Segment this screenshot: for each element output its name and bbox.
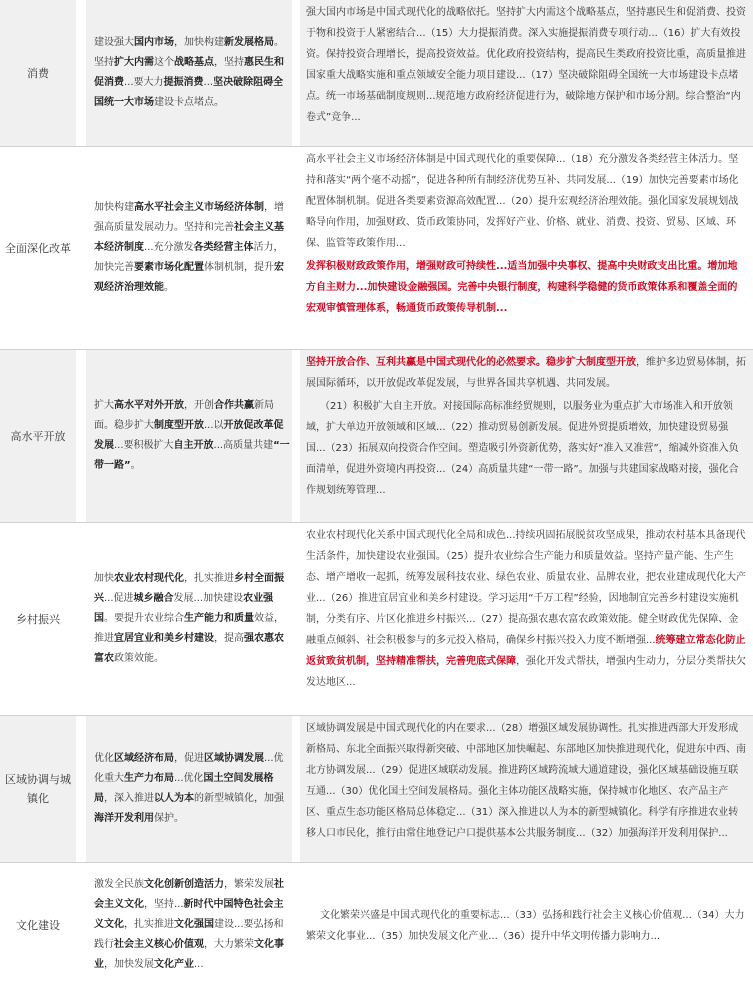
table-row [0, 523, 753, 715]
table-row [0, 350, 753, 522]
category-cell: 高水平开放 [0, 350, 76, 522]
detail-cell: 文化繁荣兴盛是中国式现代化的重要标志...（33）弘扬和践行社会主义核心价值观...（34）大力繁荣文化事业...（35）加快发展文化产业...（36）提升中华文明传播力影响力... [300, 863, 753, 987]
category-cell: 消费 [0, 0, 76, 146]
category-cell: 乡村振兴 [0, 523, 76, 715]
summary-cell: 激发全民族文化创新创造活力，繁荣发展社会主义文化，坚持...新时代中国特色社会主义文化，扎实推进文化强国建设...要弘扬和践行社会主义核心价值观，大力繁荣文化事业，加快发展文化产业... [86, 863, 292, 987]
table-row [0, 863, 753, 987]
summary-cell: 优化区域经济布局，促进区域协调发展...优化重大生产力布局...优化国土空间发展格局，深入推进以人为本的新型城镇化，加强海洋开发利用保护。 [86, 716, 292, 862]
table-row [0, 147, 753, 349]
summary-cell: 加快构建高水平社会主义市场经济体制，增强高质量发展动力。坚持和完善社会主义基本经济制度...充分激发各类经营主体活力，加快完善要素市场化配置体制机制，提升宏观经济治理效能。 [86, 147, 292, 349]
detail-cell: 区域协调发展是中国式现代化的内在要求...（28）增强区域发展协调性。扎实推进西部大开发形成新格局、东北全面振兴取得新突破、中部地区加快崛起、东部地区加快推进现代化，促进东中西、南北方协调发展...（29）促进区域联动发展。推进跨区域跨流域大通道建设，强化区域基础设施互联互通...（30）优化国土空间发展格局。强化主体功能区战略实施，保持城市化地区、农产品主产区、重点生态功能区格局总体稳定...（31）深入推进以人为本的新型城镇化。科学有序推进农业转移人口市民化，推行由常住地登记户口提供基本公共服务制度...（32）加强海洋开发利用保护... [300, 716, 753, 862]
category-cell: 区域协调与城镇化 [0, 716, 76, 862]
category-cell: 文化建设 [0, 863, 76, 987]
table-row [0, 716, 753, 862]
summary-cell: 建设强大国内市场，加快构建新发展格局。坚持扩大内需这个战略基点，坚持惠民生和促消费...要大力提振消费...坚决破除阻碍全国统一大市场建设卡点堵点。 [86, 0, 292, 146]
detail-cell: 农业农村现代化关系中国式现代化全局和成色...持续巩固拓展脱贫攻坚成果，推动农村基本具备现代生活条件，加快建设农业强国。（25）提升农业综合生产能力和质量效益。坚持产量产能、生产生态、增产增收一起抓，统筹发展科技农业、绿色农业、质量农业、品牌农业，把农业建成现代化大产业...（26）推进宜居宜业和美乡村建设。学习运用“千万工程”经验，因地制宜完善乡村建设实施机制，分类有序、片区化推进乡村振兴...（27）提高强农惠农富农政策效能。健全财政优先保障、金融重点倾斜、社会积极参与的多元投入格局，确保乡村振兴投入力度不断增强...统筹建立常态化防止返贫致贫机制，坚持精准帮扶，完善兜底式保障，强化开发式帮扶，增强内生动力，分层分类帮扶欠发达地区... [300, 523, 753, 715]
category-cell: 全面深化改革 [0, 147, 76, 349]
summary-cell: 加快农业农村现代化，扎实推进乡村全面振兴...促进城乡融合发展...加快建设农业强国。要提升农业综合生产能力和质量效益，推进宜居宜业和美乡村建设，提高强农惠农富农政策效能。 [86, 523, 292, 715]
summary-cell: 扩大高水平对外开放，开创合作共赢新局面。稳步扩大制度型开放...以开放促改革促发展...要积极扩大自主开放...高质量共建“一带一路”。 [86, 350, 292, 522]
table-row [0, 0, 753, 146]
detail-cell: 高水平社会主义市场经济体制是中国式现代化的重要保障...（18）充分激发各类经营主体活力。坚持和落实“两个毫不动摇”，促进各种所有制经济优势互补、共同发展...（19）加快完善要素市场化配置体制机制。促进各类要素资源高效配置...（20）提升宏观经济治理效能。强化国家发展规划战略导向作用，加强财政、货币政策协同，发挥好产业、价格、就业、消费、投资、贸易、区域、环保、监管等政策作用... 发挥积极财政政策作用，增强财政可持续性...适当加强中央事权、提高中央财政支出比重。增加地方自主财力...加快建设金融强国。完善中央银行制度，构建科学稳健的货币政策体系和覆盖全面的宏观审慎管理体系，畅通货币政策传导机制... [300, 147, 753, 349]
detail-cell: 坚持开放合作、互利共赢是中国式现代化的必然要求。稳步扩大制度型开放，维护多边贸易体制，拓展国际循环，以开放促改革促发展，与世界各国共享机遇、共同发展。 （21）积极扩大自主开放。对接国际高标准经贸规则，以服务业为重点扩大市场准入和开放领域，扩大单边开放领域和区域...（22）推动贸易创新发展。促进外贸提质增效，加快建设贸易强国...（23）拓展双向投资合作空间。塑造吸引外资新优势，落实好“准入又准营”，缩减外资准入负面清单，促进外资境内再投资...（24）高质量共建“一带一路”。加强与共建国家战略对接，强化合作规划统筹管理... [300, 350, 753, 522]
detail-cell: 强大国内市场是中国式现代化的战略依托。坚持扩大内需这个战略基点，坚持惠民生和促消费、投资于物和投资于人紧密结合...（15）大力提振消费。深入实施提振消费专项行动...（16）扩大有效投资。保持投资合理增长，提高投资效益。优化政府投资结构，提高民生类政府投资比重，高质量推进国家重大战略实施和重点领域安全能力项目建设...（17）坚决破除阻碍全国统一大市场建设卡点堵点。统一市场基础制度规则...规范地方政府经济促进行为，破除地方保护和市场分割。综合整治“内卷式”竞争... [300, 0, 753, 146]
